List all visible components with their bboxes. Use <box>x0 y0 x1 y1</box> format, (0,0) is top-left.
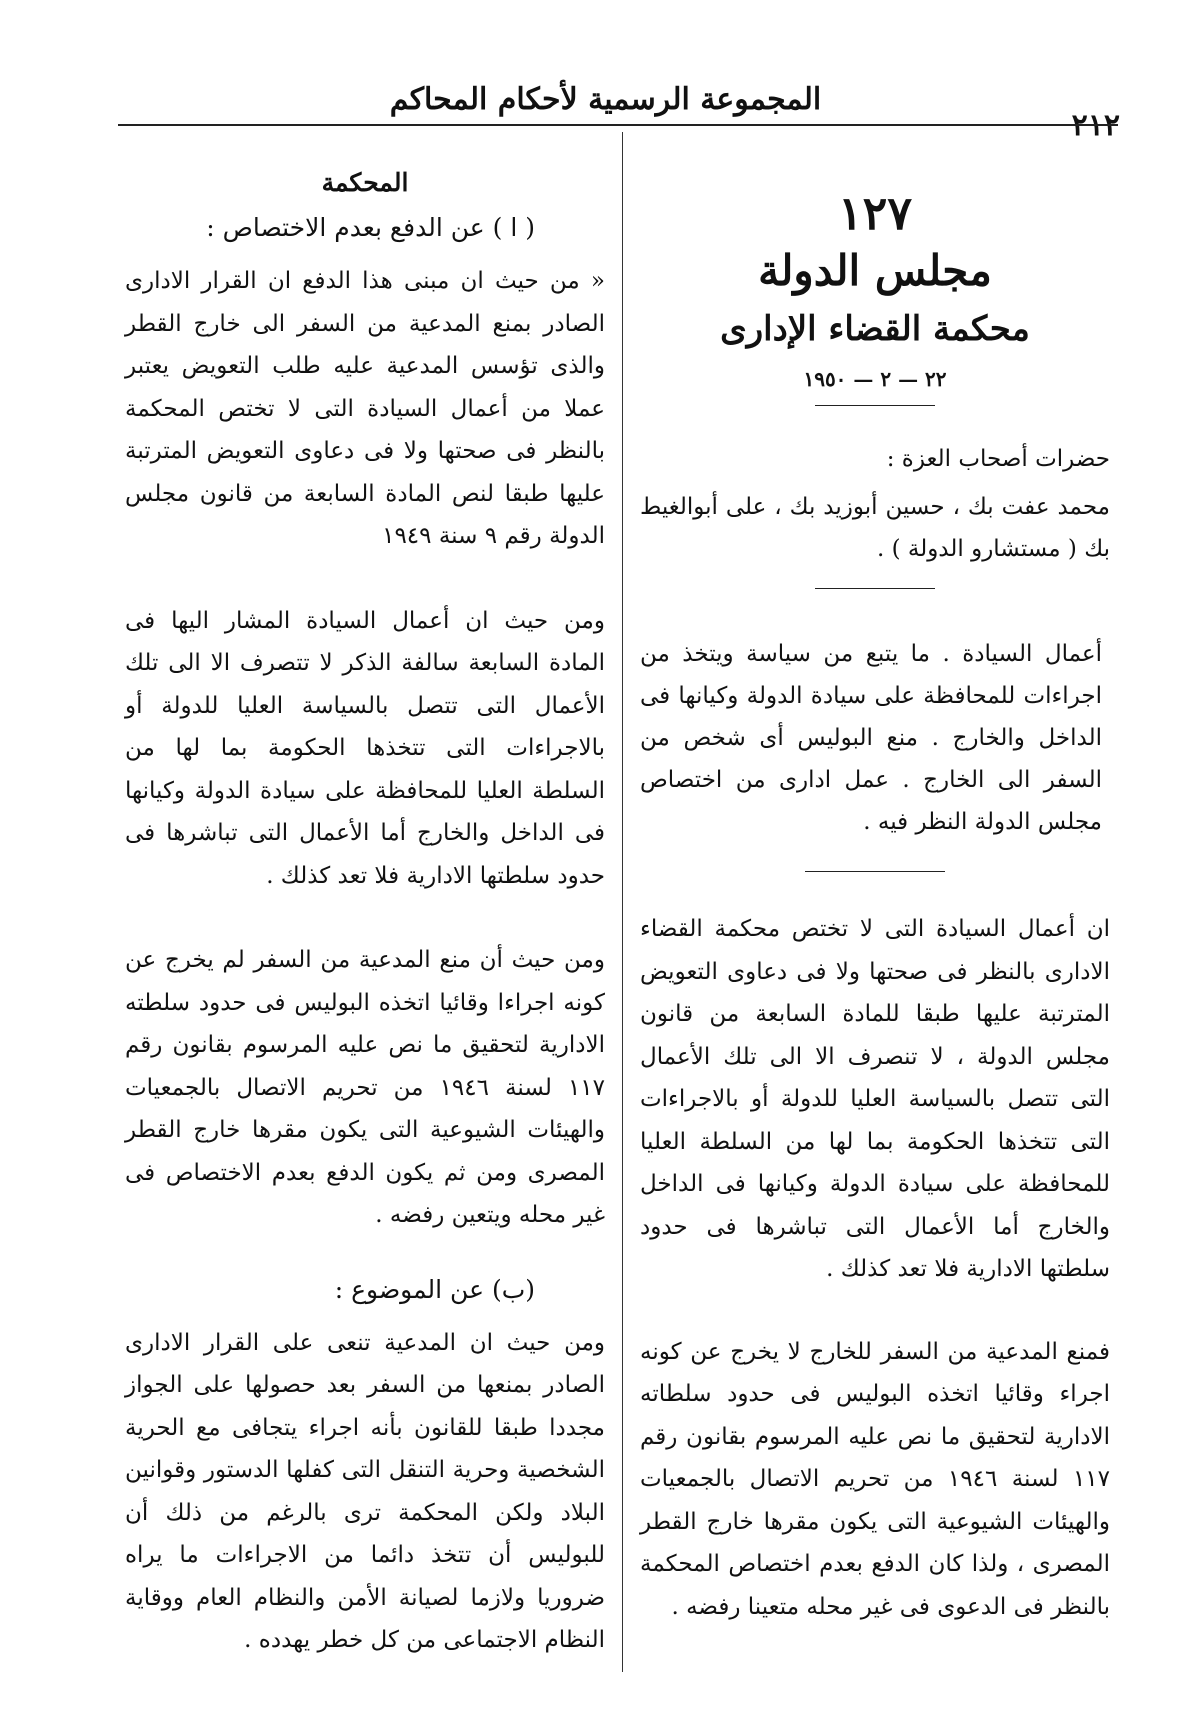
judgment-paragraph-3: ومن حيث أن منع المدعية من السفر لم يخرج عن كونه اجراءا وقائيا اتخذه البوليس فى حدود سلطته الادارية لتحقيق ما نص عليه المرسوم بقانون رقم ١١٧ لسنة ١٩٤٦ من تحريم الاتصال بالجمعيات والهيئات الشيوعية التى يكون مقرها خارج القطر المصرى ومن ثم يكون الدفع بعدم الاختصاص فى غير محله ويتعين رفضه . <box>125 947 605 1228</box>
page-number: ٢١٢ <box>1071 108 1120 143</box>
spacer <box>125 1237 605 1275</box>
section-heading-b: (ب) عن الموضوع : <box>334 1274 535 1304</box>
court-name: محكمة القضاء الإدارى <box>720 309 1030 349</box>
principle-paragraph-1: ان أعمال السيادة التى لا تختص محكمة القضاء الادارى بالنظر فى صحتها ولا فى دعاوى التعويض المترتبة عليها طبقا للمادة السابعة من قانون مجلس الدولة ، لا تنصرف الا الى تلك الأعمال التى تتصل بالسياسة العليا للدولة أو بالاجراءات التى تتخذها الحكومة بما لها من السلطة العليا للمحافظة على سيادة الدولة وكيانها فى الداخل والخارج أما الأعمال التى تباشرها فى حدود سلطتها الادارية فلا تعد كذلك . <box>640 916 1110 1282</box>
date-rule <box>815 405 935 406</box>
case-summary: أعمال السيادة . ما يتبع من سياسة ويتخذ من اجراءات للمحافظة على سيادة الدولة وكيانها فى الداخل والخارج . منع البوليس أى شخص من السفر الى الخارج . عمل ادارى من اختصاص مجلس الدولة النظر فيه . <box>640 641 1102 835</box>
running-title: المجموعة الرسمية لأحكام المحاكم <box>389 82 822 117</box>
judgment-paragraph-4: ومن حيث ان المدعية تنعى على القرار الادارى الصادر بمنعها من السفر بعد حصولها على الجواز مجددا طبقا للقانون بأنه اجراء يتجافى مع الحرية الشخصية وحرية التنقل التى كفلها الدستور وقوانين البلاد ولكن المحكمة ترى بالرغم من ذلك أن للبوليس أن تتخذ دائما من الاجراءات ما يراه ضروريا ولازما لصيانة الأمن والنظام العام ووقاية النظام الاجتماعى من كل خطر يهدده . <box>125 1329 605 1653</box>
judgment-paragraph-1: « من حيث ان مبنى هذا الدفع ان القرار الادارى الصادر بمنع المدعية من السفر الى خارج القطر والذى تؤسس المدعية عليه طلب التعويض يعتبر عملا من أعمال السيادة التى لا تختص المحكمة بالنظر فى صحتها ولا فى دعاوى التعويض المترتبة عليها طبقا لنص المادة السابعة من قانون مجلس الدولة رقم ٩ سنة ١٩٤٩ <box>125 268 605 549</box>
section-heading-a: ( ا ) عن الدفع بعدم الاختصاص : <box>206 213 535 242</box>
decision-date: ٢٢ — ٢ — ١٩٥٠ <box>803 367 947 391</box>
council-name: مجلس الدولة <box>758 246 992 295</box>
judges-label: حضرات أصحاب العزة : <box>886 446 1110 472</box>
principle-paragraph-2: فمنع المدعية من السفر للخارج لا يخرج عن كونه اجراء وقائيا اتخذه البوليس فى حدود سلطاته الادارية لتحقيق ما نص عليه المرسوم بقانون رقم ١١٧ لسنة ١٩٤٦ من تحريم الاتصال بالجمعيات والهيئات الشيوعية التى يكون مقرها خارج القطر المصرى ، ولذا كان الدفع بعدم اختصاص المحكمة بالنظر فى الدعوى فى غير محله متعينا رفضه . <box>640 1338 1110 1620</box>
left-column <box>125 150 605 1662</box>
column-divider <box>622 132 623 1672</box>
header-rule <box>118 124 1118 126</box>
right-column <box>640 150 1110 1628</box>
judgment-paragraph-2: ومن حيث ان أعمال السيادة المشار اليها فى المادة السابعة سالفة الذكر لا تتصرف الا الى تلك الأعمال التى تتصل بالسياسة العليا للدولة أو بالاجراءات التى تتخذها الحكومة بما لها من السلطة العليا للمحافظة على سيادة الدولة وكيانها فى الداخل والخارج أما الأعمال التى تباشرها فى حدود سلطتها الادارية فلا تعد كذلك . <box>125 607 605 889</box>
spacer <box>640 1291 1110 1331</box>
spacer <box>125 558 605 600</box>
spacer <box>125 897 605 939</box>
case-number: ١٢٧ <box>837 186 913 240</box>
spacer <box>640 589 1110 633</box>
court-heading: المحكمة <box>321 168 409 197</box>
judges-list: محمد عفت بك ، حسين أبوزيد بك ، على أبوالغيط بك ( مستشارو الدولة ) . <box>640 494 1110 562</box>
summary-rule <box>805 871 945 872</box>
